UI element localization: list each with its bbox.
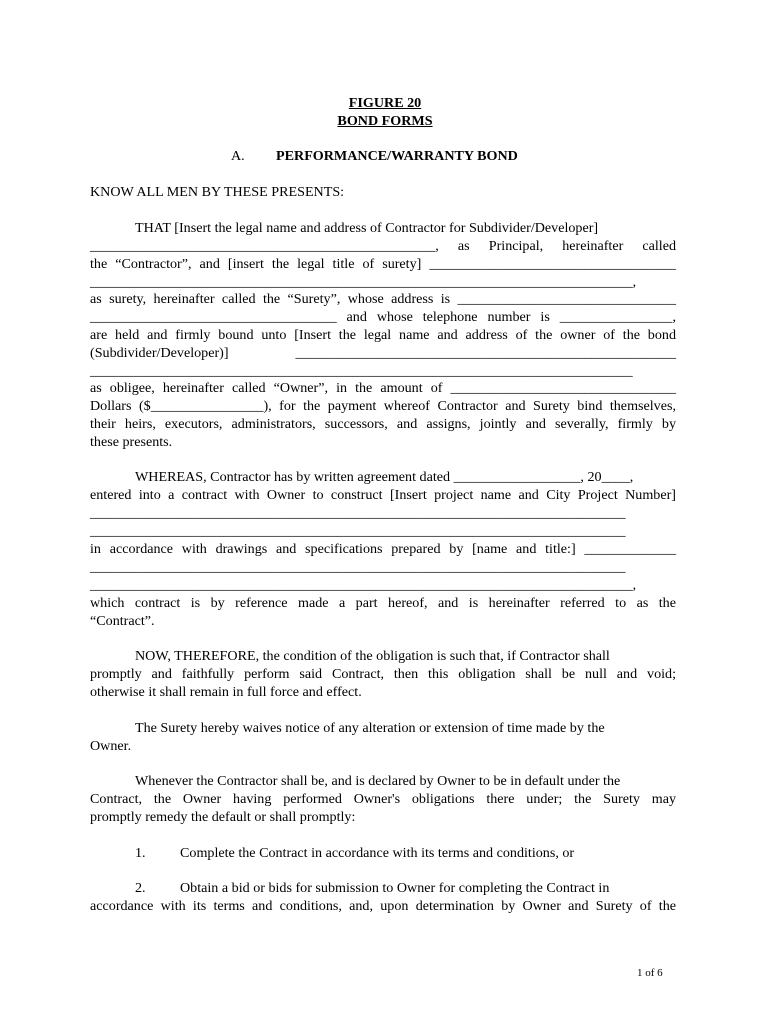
text-line: the “Contractor”, and [insert the legal title of surety] ___________________________________ bbox=[90, 256, 676, 272]
text-line: promptly remedy the default or shall promptly: bbox=[90, 809, 356, 825]
list-item-text: Complete the Contract in accordance with its terms and conditions, or bbox=[180, 845, 575, 861]
list-item-text: Obtain a bid or bids for submission to Owner for completing the Contract in bbox=[180, 880, 610, 896]
figure-subtitle: BOND FORMS bbox=[337, 113, 433, 129]
text-line: as surety, hereinafter called the “Surety”, whose address is _______________________________ bbox=[90, 291, 676, 307]
text-line: Whenever the Contractor shall be, and is declared by Owner to be in default under the bbox=[135, 773, 621, 789]
text-line: _____________________________________________________________________________, bbox=[90, 577, 637, 593]
text-line: Contract, the Owner having performed Owner's obligations there under; the Surety may bbox=[90, 791, 676, 807]
text-line: ____________________________________________________________________________ bbox=[90, 523, 626, 539]
text-line: are held and firmly bound unto [Insert the legal name and address of the owner of the bond bbox=[90, 327, 676, 343]
text-line: ____________________________________________________________________________ bbox=[90, 559, 626, 575]
text-line: their heirs, executors, administrators, successors, and assigns, jointly and severally, firmly by bbox=[90, 416, 676, 432]
text-line: _____________________________________________________________________________, bbox=[90, 274, 637, 290]
list-item-number: 1. bbox=[135, 845, 146, 861]
text-line: ___________________________________ and whose telephone number is ________________, bbox=[90, 309, 676, 325]
text-line: entered into a contract with Owner to construct [Insert project name and City Project Number] bbox=[90, 487, 676, 503]
intro-line: KNOW ALL MEN BY THESE PRESENTS: bbox=[90, 184, 345, 200]
section-letter: A. bbox=[231, 148, 245, 164]
text-line: as obligee, hereinafter called “Owner”, in the amount of ________________________________ bbox=[90, 380, 676, 396]
text-line: (Subdivider/Developer)] ______________________________________________________ bbox=[90, 345, 676, 361]
text-line: ____________________________________________________________________________ bbox=[90, 505, 626, 521]
list-item-number: 2. bbox=[135, 880, 146, 896]
text-line: “Contract”. bbox=[90, 613, 155, 629]
section-title: PERFORMANCE/WARRANTY BOND bbox=[276, 148, 518, 164]
text-line: Owner. bbox=[90, 738, 132, 754]
text-line: NOW, THEREFORE, the condition of the obligation is such that, if Contractor shall bbox=[135, 648, 610, 664]
text-line: promptly and faithfully perform said Contract, then this obligation shall be null and void; bbox=[90, 666, 676, 682]
text-line: _____________________________________________________________________________ bbox=[90, 363, 633, 379]
text-line: these presents. bbox=[90, 434, 173, 450]
text-line: otherwise it shall remain in full force and effect. bbox=[90, 684, 362, 700]
text-line: Dollars ($________________), for the payment whereof Contractor and Surety bind themselves, bbox=[90, 398, 676, 414]
text-line: WHEREAS, Contractor has by written agreement dated __________________, 20____, bbox=[135, 469, 634, 485]
text-line: THAT [Insert the legal name and address of Contractor for Subdivider/Developer] bbox=[135, 220, 599, 236]
page-number: 1 of 6 bbox=[637, 967, 663, 979]
text-line: _________________________________________________, as Principal, hereinafter called bbox=[90, 238, 676, 254]
text-line: in accordance with drawings and specifications prepared by [name and title:] _____________ bbox=[90, 541, 676, 557]
text-line: which contract is by reference made a part hereof, and is hereinafter referred to as the bbox=[90, 595, 676, 611]
figure-title: FIGURE 20 bbox=[348, 95, 422, 111]
text-line: The Surety hereby waives notice of any alteration or extension of time made by the bbox=[135, 720, 605, 736]
text-line: accordance with its terms and conditions, and, upon determination by Owner and Surety of the bbox=[90, 898, 676, 914]
